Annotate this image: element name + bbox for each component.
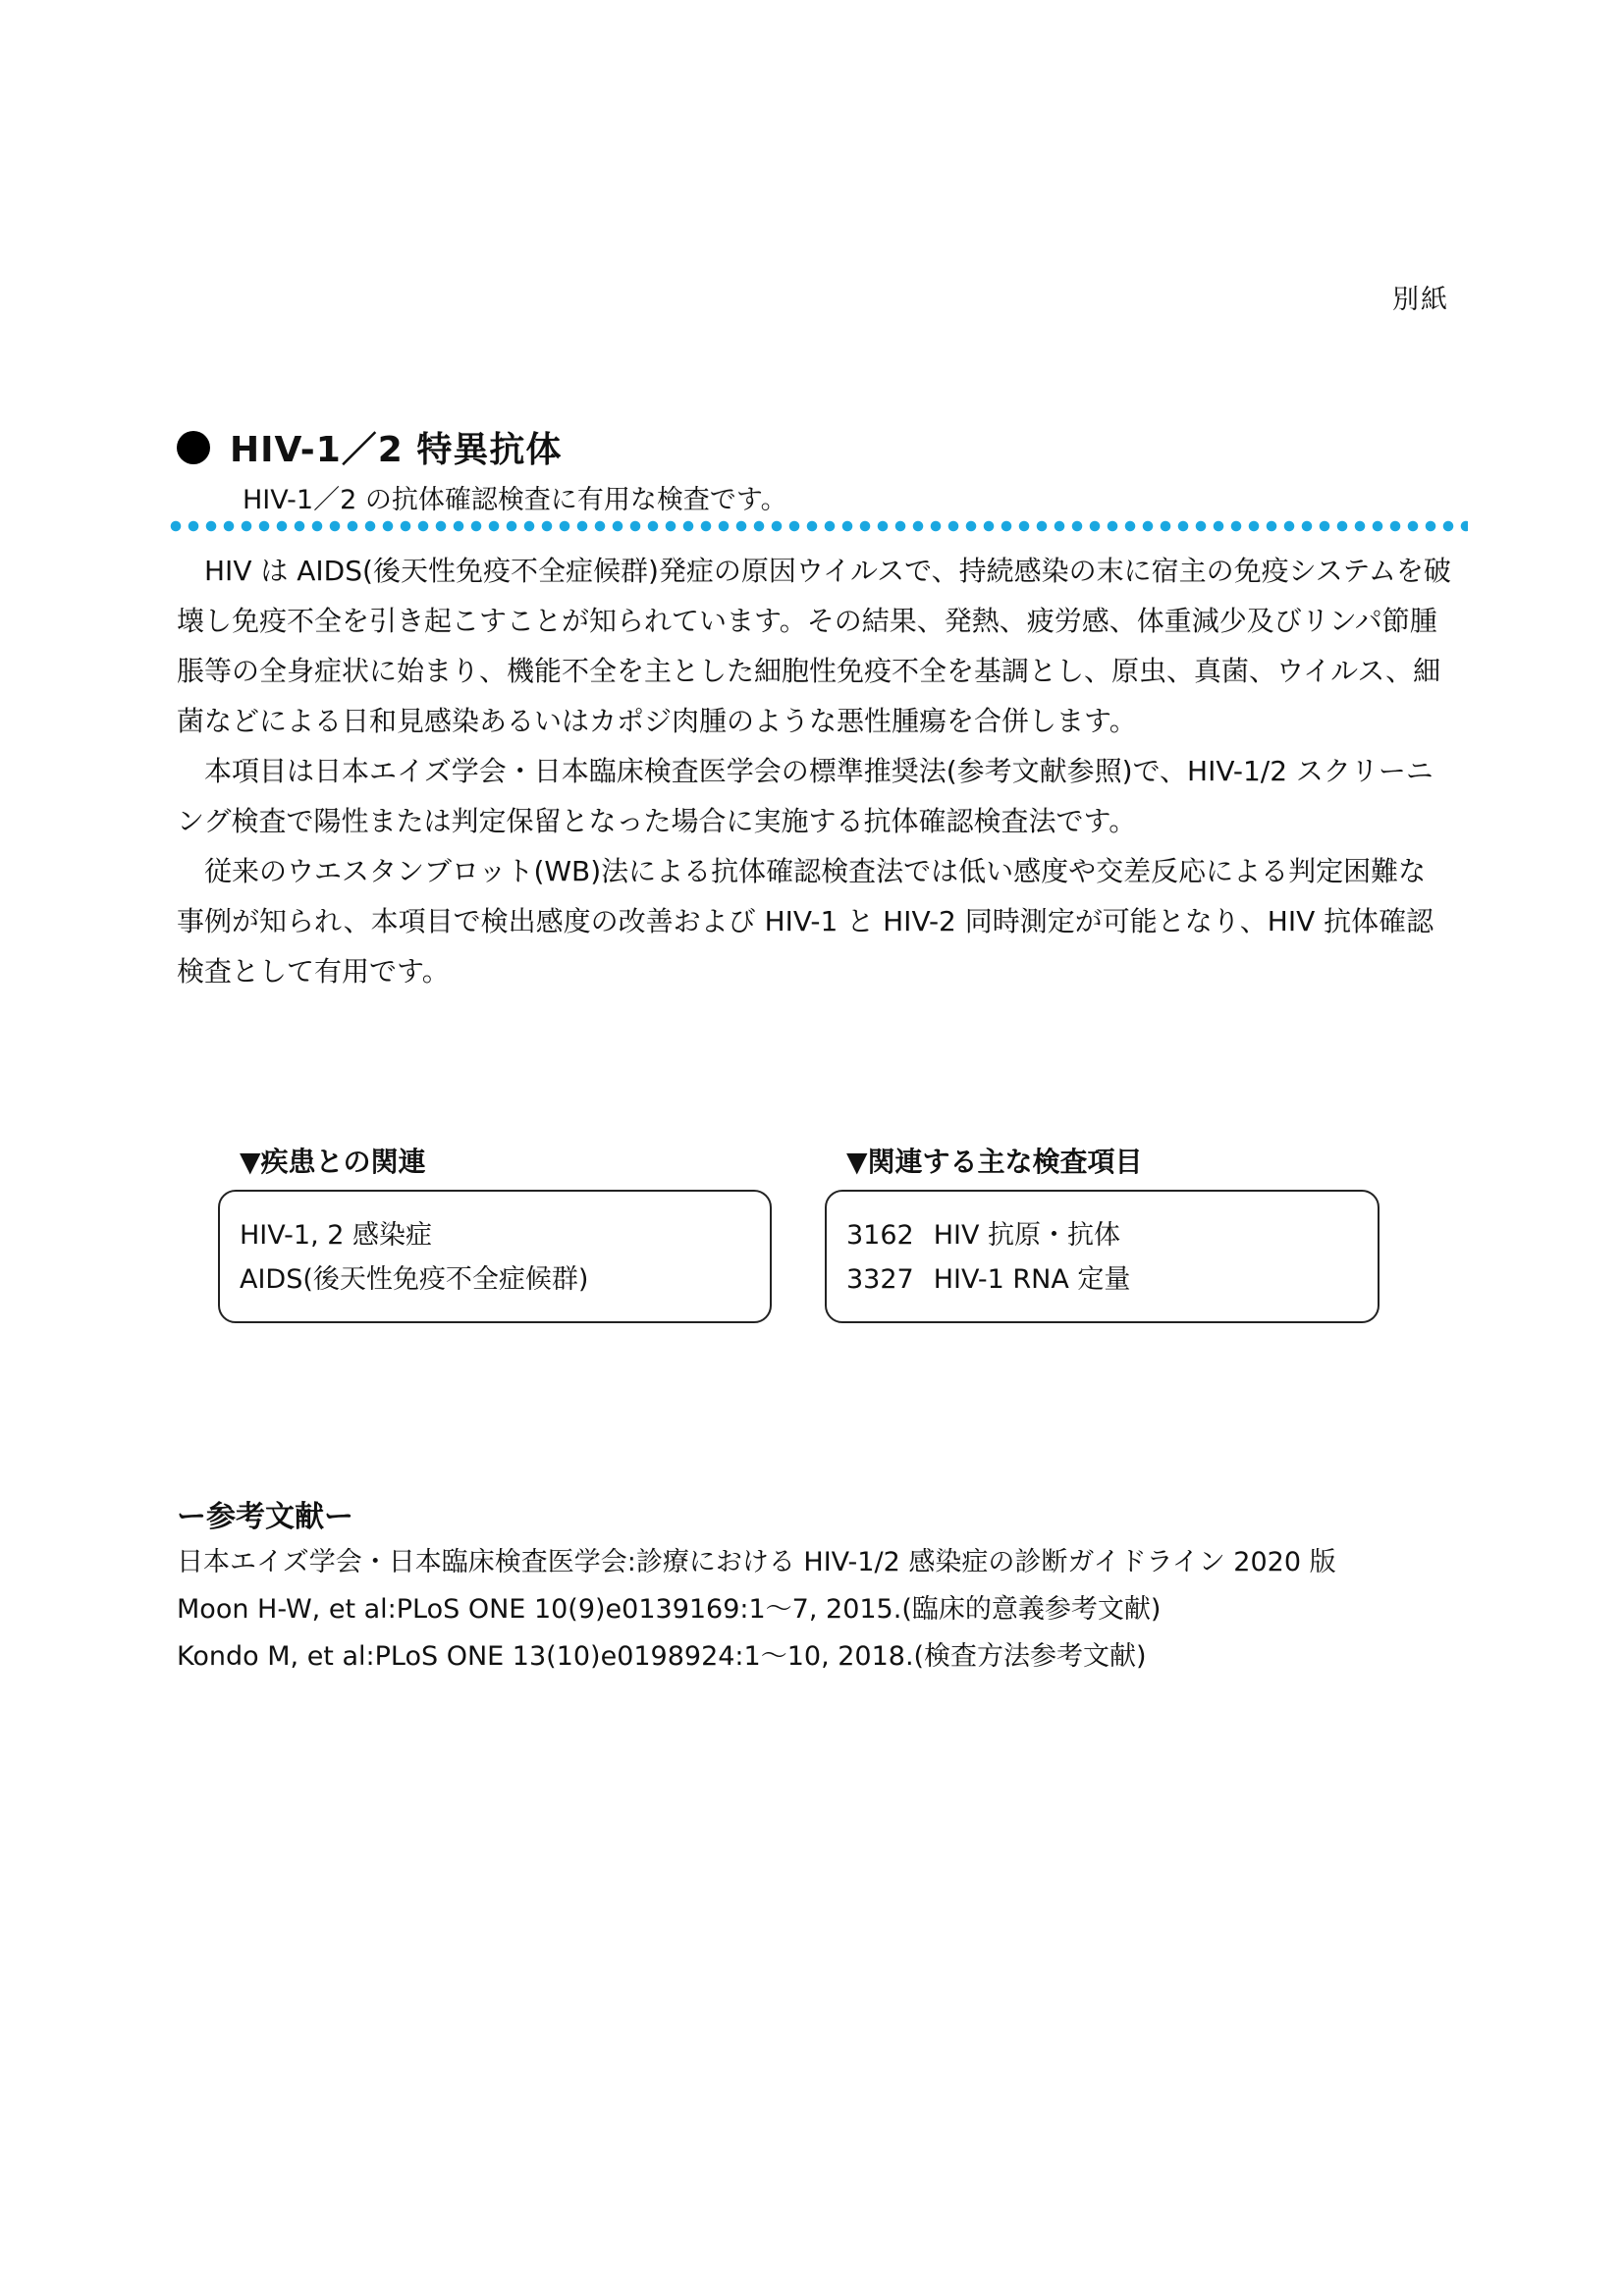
reference-item: Moon H-W, et al:PLoS ONE 10(9)e0139169:1～7, 2015.(臨床的意義参考文献) (177, 1594, 1162, 1625)
disease-item: HIV-1, 2 感染症 (240, 1220, 433, 1251)
body-paragraph: 本項目は日本エイズ学会・日本臨床検査医学会の標準推奨法(参考文献参照)で、HIV-1/2 スクリーニング検査で陽性または判定保留となった場合に実施する抗体確認検査法です。 (177, 755, 1434, 837)
related-tests-section (825, 1141, 1380, 1323)
test-code: 3327 (846, 1264, 914, 1295)
disease-section (218, 1141, 772, 1323)
reference-item: Kondo M, et al:PLoS ONE 13(10)e0198924:1～10, 2018.(検査方法参考文献) (177, 1641, 1147, 1672)
body-paragraph: HIV は AIDS(後天性免疫不全症候群)発症の原因ウイルスで、持続感染の末に宿主の免疫システムを破壊し免疫不全を引き起こすことが知られています。その結果、発熱、疲労感、体重減少及びリンパ節腫脹等の全身症状に始まり、機能不全を主とした細胞性免疫不全を基調とし、原虫、真菌、ウイルス、細菌などによる日和見感染あるいはカポジ肉腫のような悪性腫瘍を合併します。 (177, 555, 1451, 737)
page-title: HIV-1／2 特異抗体 (230, 430, 563, 470)
title-row (177, 422, 562, 472)
body-paragraph: 従来のウエスタンブロット(WB)法による抗体確認検査法では低い感度や交差反応による判定困難な事例が知られ、本項目で検出感度の改善および HIV-1 と HIV-2 同時測定が可能となり、HIV 抗体確認検査として有用です。 (177, 855, 1434, 988)
test-code: 3162 (846, 1220, 914, 1251)
body-text (177, 546, 1453, 996)
dotted-divider (167, 520, 1468, 532)
reference-item: 日本エイズ学会・日本臨床検査医学会:診療における HIV-1/2 感染症の診断ガイドライン 2020 版 (177, 1547, 1336, 1577)
test-name: HIV 抗原・抗体 (933, 1220, 1121, 1251)
related-test-item (846, 1213, 1358, 1257)
test-name: HIV-1 RNA 定量 (933, 1264, 1131, 1295)
references-heading: ー参考文献ー (177, 1500, 353, 1534)
related-test-item (846, 1257, 1358, 1302)
related-tests-box (825, 1190, 1380, 1323)
disease-item: AIDS(後天性免疫不全症候群) (240, 1264, 589, 1295)
references-list (177, 1539, 1336, 1681)
disease-heading: ▼疾患との関連 (240, 1146, 426, 1178)
disease-box (218, 1190, 772, 1323)
related-tests-heading: ▼関連する主な検査項目 (846, 1146, 1143, 1178)
page-subtitle: HIV-1／2 の抗体確認検査に有用な検査です。 (243, 485, 787, 515)
attachment-label: 別紙 (1392, 285, 1449, 315)
bullet-icon (177, 431, 210, 464)
